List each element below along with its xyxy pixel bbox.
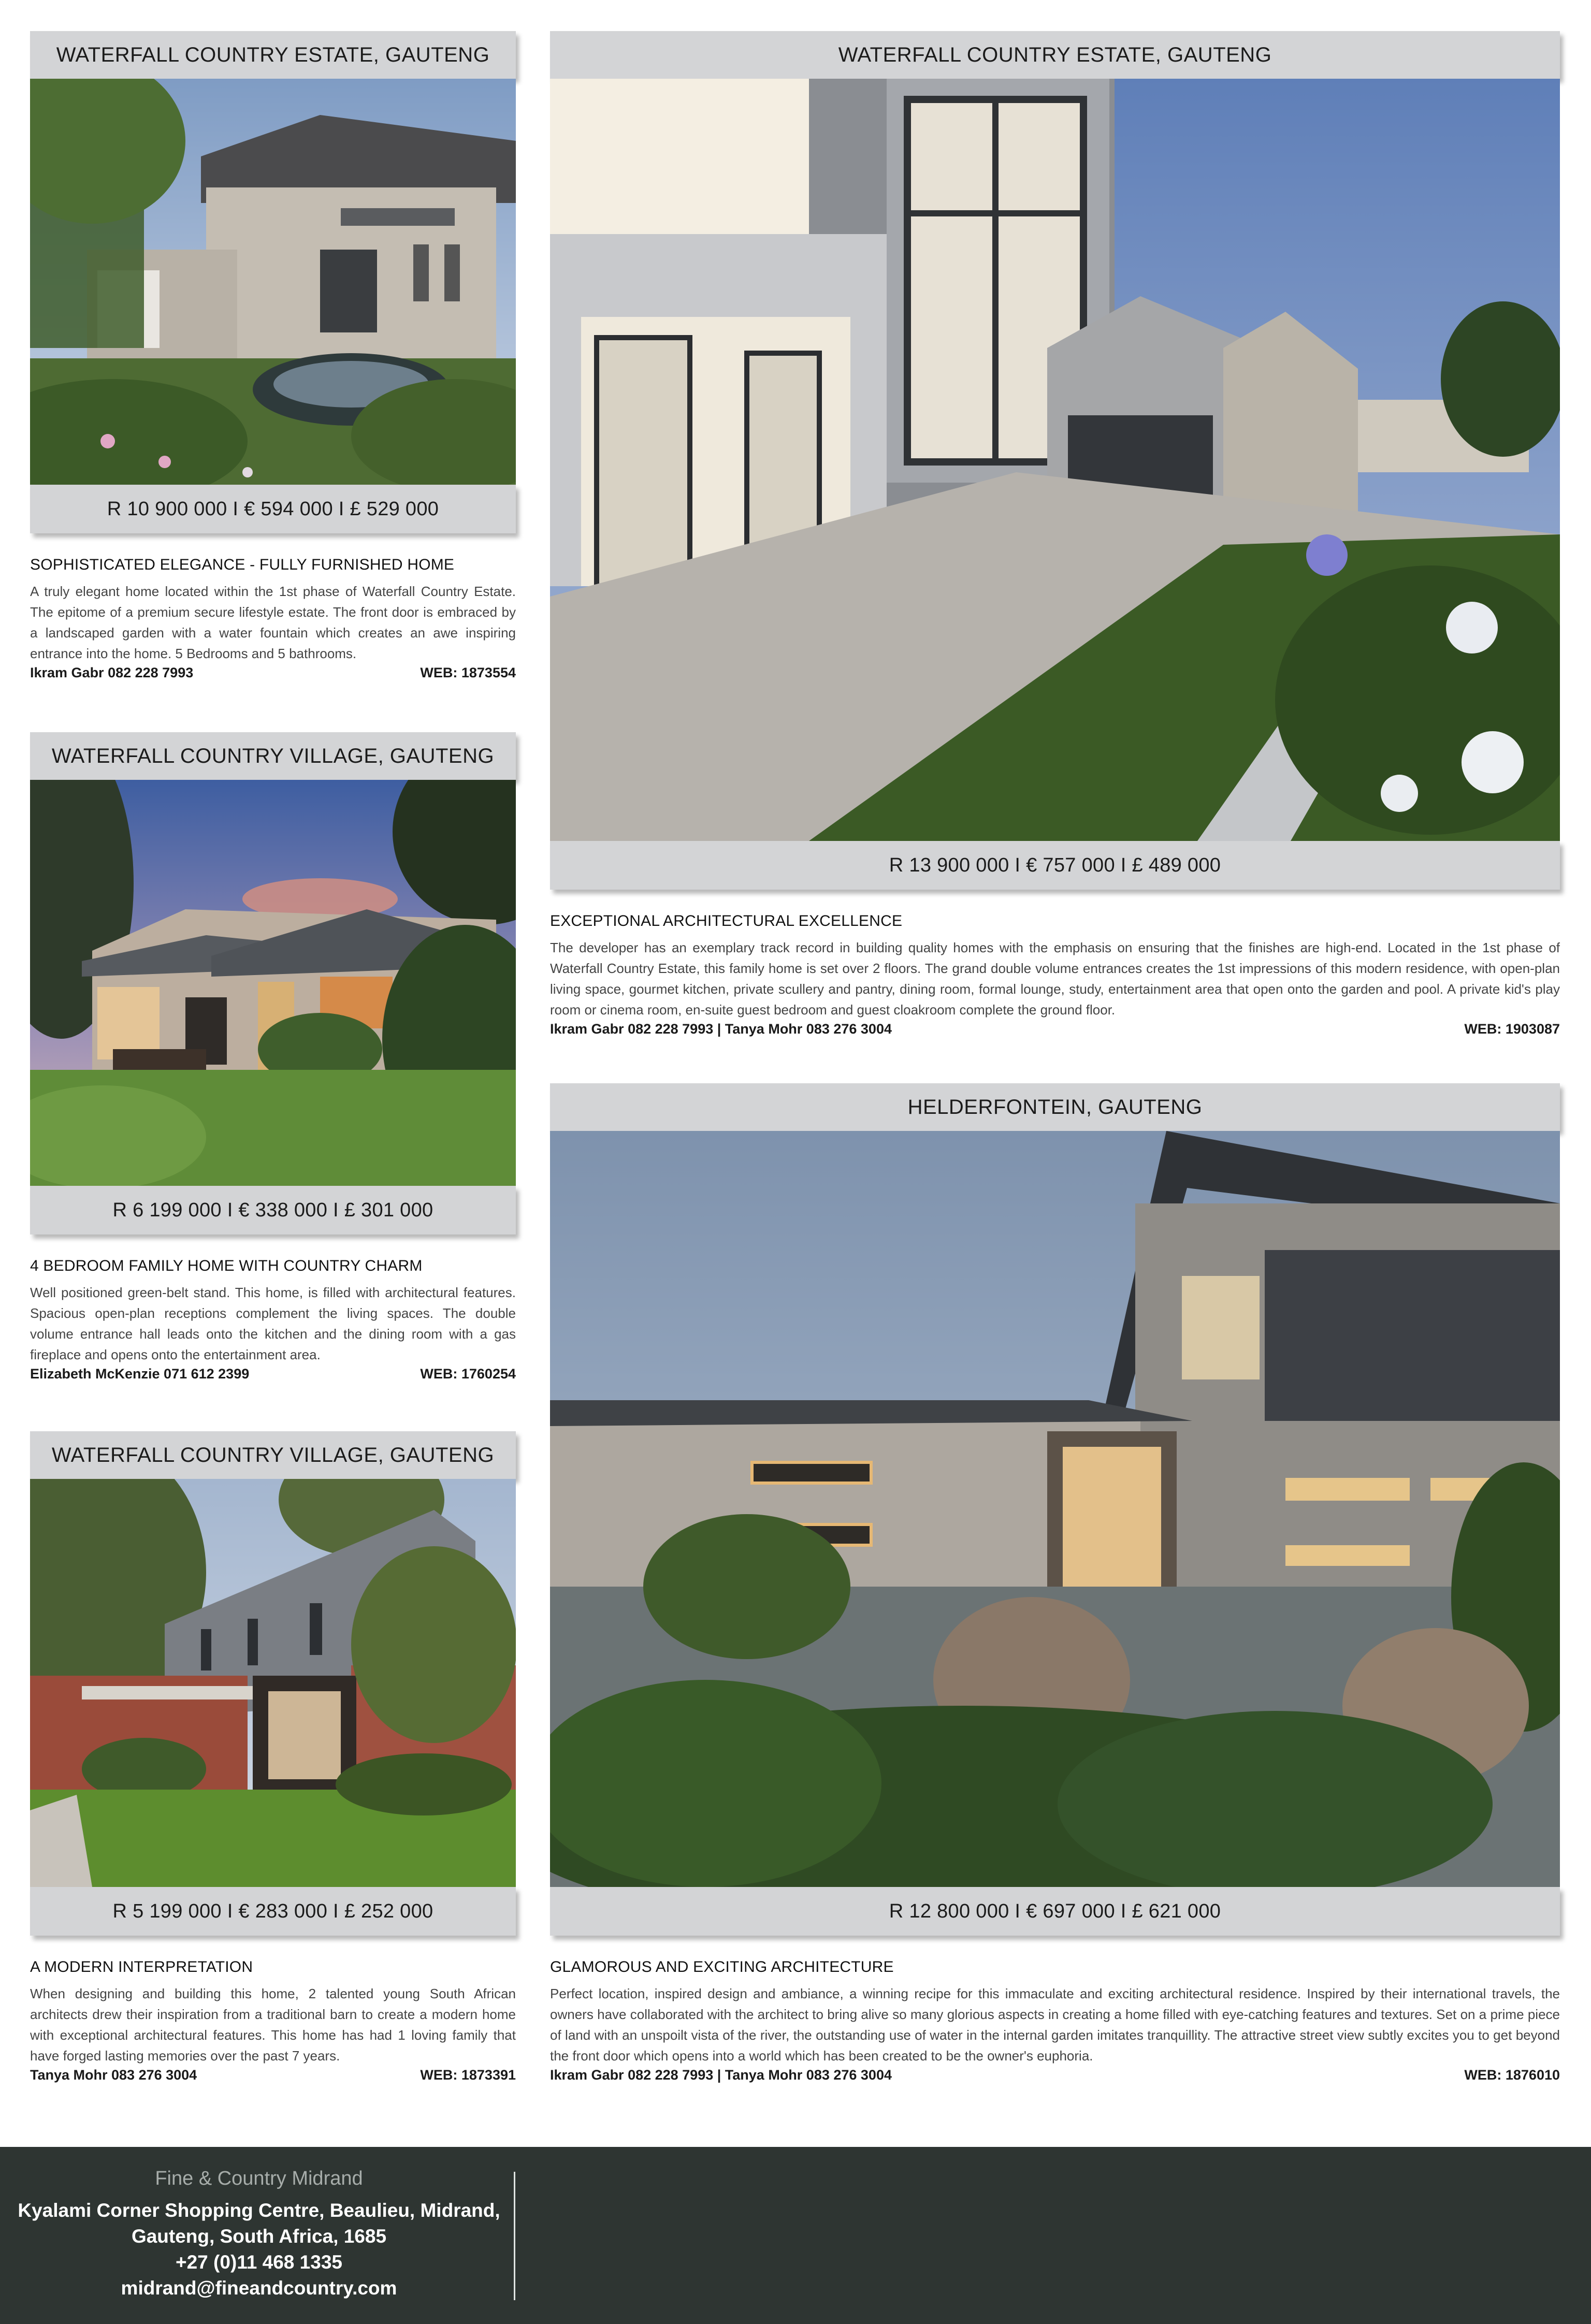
- listing-body: The developer has an exemplary track record in building quality homes with the emphasis on ensuring that the finishes are high-end. Located in the 1st phase of Waterfall Country Estate, this family home is set over 2 floors. The grand double volume entrances creates the 1st impressions of this modern residence, with open-plan living space, gourmet kitchen, private scullery and pantry, dining room, formal lounge, study, entertainment area that open onto the garden and pool. A private kid's play room or cinema room, en-suite guest bedroom and guest cloakroom complete the ground floor.: [550, 940, 1560, 1018]
- listing-web-ref[interactable]: WEB: 1760254: [420, 1366, 516, 1382]
- listing-photo: [30, 1479, 516, 1887]
- listing-title: EXCEPTIONAL ARCHITECTURAL EXCELLENCE: [550, 912, 903, 929]
- listing-price: R 12 800 000 I € 697 000 I £ 621 000: [550, 1887, 1560, 1936]
- listing-description-2: [550, 912, 1560, 1037]
- listing-body: When designing and building this home, 2 talented young South African architects drew their inspiration from a traditional barn to create a modern home with exceptional architectural features. This home has had 1 loving family that have forged lasting memories over the past 7 years.: [30, 1986, 516, 2064]
- listing-price: R 6 199 000 I € 338 000 I £ 301 000: [30, 1186, 516, 1234]
- listing-title: 4 BEDROOM FAMILY HOME WITH COUNTRY CHARM: [30, 1257, 423, 1274]
- listing-card-3[interactable]: [30, 732, 516, 1234]
- listing-location: WATERFALL COUNTRY VILLAGE, GAUTENG: [30, 1431, 516, 1479]
- office-footer: [0, 2147, 1591, 2324]
- listing-location: WATERFALL COUNTRY ESTATE, GAUTENG: [550, 31, 1560, 79]
- listing-web-ref[interactable]: WEB: 1873554: [420, 665, 516, 680]
- listing-body: Well positioned green-belt stand. This home, is filled with architectural features. Spacious open-plan receptions complement the living spaces. The double volume entrance hall leads onto the kitchen and the dining room with a gas fireplace and opens onto the entertainment area.: [30, 1285, 516, 1362]
- listing-photo: [550, 79, 1560, 841]
- listing-agent-contact[interactable]: Tanya Mohr 083 276 3004: [30, 2067, 197, 2083]
- office-contact-block: [0, 2198, 518, 2301]
- listing-description-1: [30, 556, 516, 681]
- listing-title: SOPHISTICATED ELEGANCE - FULLY FURNISHED HOME: [30, 556, 455, 573]
- listing-description-3: [30, 1257, 516, 1382]
- listing-card-2[interactable]: [550, 31, 1560, 890]
- listing-body: A truly elegant home located within the 1st phase of Waterfall Country Estate. The epitome of a premium secure lifestyle estate. The front door is embraced by a landscaped garden with a water fountain which creates an awe inspiring entrance into the home. 5 Bedrooms and 5 bathrooms.: [30, 584, 516, 661]
- listing-agent-contact[interactable]: Ikram Gabr 082 228 7993 | Tanya Mohr 083 276 3004: [550, 1021, 892, 1037]
- listing-web-ref[interactable]: WEB: 1876010: [1464, 2067, 1560, 2083]
- listing-card-1[interactable]: [30, 31, 516, 533]
- office-address-line: Gauteng, South Africa, 1685: [131, 2226, 387, 2247]
- listing-description-4: [550, 1958, 1560, 2083]
- office-brand-name: Fine & Country Midrand: [155, 2168, 363, 2189]
- office-address-line: Kyalami Corner Shopping Centre, Beaulieu, Midrand,: [18, 2200, 500, 2221]
- listing-location: WATERFALL COUNTRY VILLAGE, GAUTENG: [30, 732, 516, 780]
- listing-web-ref[interactable]: WEB: 1903087: [1464, 1021, 1560, 1037]
- listing-price: R 13 900 000 I € 757 000 I £ 489 000: [550, 841, 1560, 890]
- listing-location: HELDERFONTEIN, GAUTENG: [550, 1083, 1560, 1131]
- listing-price: R 5 199 000 I € 283 000 I £ 252 000: [30, 1887, 516, 1936]
- listing-card-4[interactable]: [550, 1083, 1560, 1936]
- listing-price: R 10 900 000 I € 594 000 I £ 529 000: [30, 485, 516, 533]
- listing-web-ref[interactable]: WEB: 1873391: [420, 2067, 516, 2083]
- listing-card-5[interactable]: [30, 1431, 516, 1936]
- listing-title: GLAMOROUS AND EXCITING ARCHITECTURE: [550, 1958, 894, 1976]
- listing-photo: [30, 780, 516, 1186]
- listing-agent-contact[interactable]: Ikram Gabr 082 228 7993: [30, 665, 194, 680]
- listing-photo: [550, 1131, 1560, 1887]
- listing-agent-contact[interactable]: Elizabeth McKenzie 071 612 2399: [30, 1366, 250, 1382]
- listing-agent-contact[interactable]: Ikram Gabr 082 228 7993 | Tanya Mohr 083 276 3004: [550, 2067, 892, 2083]
- office-email[interactable]: midrand@fineandcountry.com: [121, 2277, 397, 2299]
- listing-photo: [30, 79, 516, 485]
- listing-body: Perfect location, inspired design and ambiance, a winning recipe for this immaculate and exciting architectural residence. Inspired by their international travels, the owners have collaborated with the architect to bring alive so many glorious aspects in creating a home filled with eye-catching features and textures. Set on a prime piece of land with an unspoilt vista of the river, the outstanding use of water in the internal garden imitates tranquillity. The attractive street view subtly excites you to get beyond the front door which opens into a world which has been created to be the owner's euphoria.: [550, 1986, 1560, 2064]
- office-phone[interactable]: +27 (0)11 468 1335: [176, 2252, 342, 2273]
- listing-title: A MODERN INTERPRETATION: [30, 1958, 253, 1976]
- footer-divider: [514, 2172, 515, 2300]
- listing-location: WATERFALL COUNTRY ESTATE, GAUTENG: [30, 31, 516, 79]
- listing-description-5: [30, 1958, 516, 2083]
